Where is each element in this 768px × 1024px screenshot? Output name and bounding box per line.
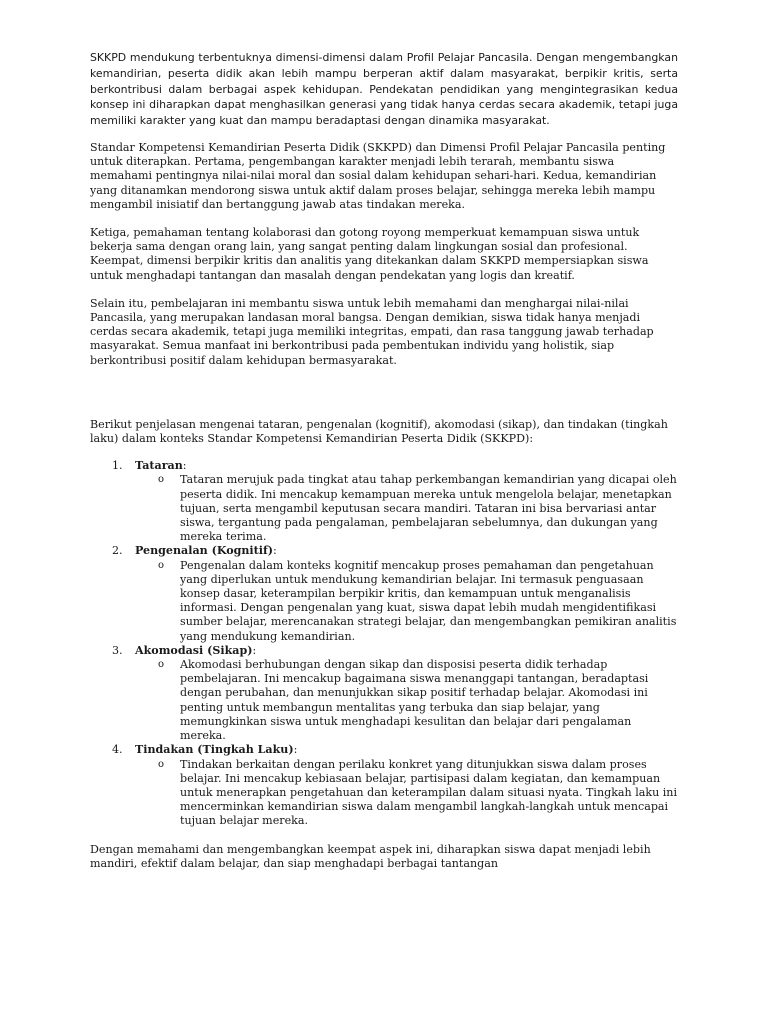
sub-list-item xyxy=(135,658,678,743)
item-title: Tataran xyxy=(135,459,183,473)
circle-bullet-icon: o xyxy=(158,474,165,486)
circle-bullet-icon: o xyxy=(158,659,165,671)
sub-list-item xyxy=(135,559,678,644)
list-number: 3. xyxy=(112,643,123,657)
paragraph-skkpd-profil: SKKPD mendukung terbentuknya dimensi-dimensi dalam Profil Pelajar Pancasila. Dengan mengembangkan kemandirian, peserta didik akan lebih mampu berperan aktif dalam masyarakat, berpikir kritis, serta berkontribusi dalam berbagai aspek kehidupan. Pendekatan pendidikan yang mengintegrasikan kedua konsep ini diharapkan dapat menghasilkan generasi yang tidak hanya cerdas secara akademik, tetapi juga memiliki karakter yang kuat dan mampu beradaptasi dengan dinamika masyarakat. xyxy=(90,51,678,128)
item-description: Tindakan berkaitan dengan perilaku konkret yang ditunjukkan siswa dalam proses belajar. Ini mencakup kebiasaan belajar, partisipasi dalam kegiatan, dan kemampuan untuk menerapkan pengetahuan dan keterampilan dalam situasi nyata. Tingkah laku ini mencerminkan kemandirian siswa dalam mengambil langkah-langkah untuk mencapai tujuan belajar mereka. xyxy=(180,757,678,828)
item-colon: : xyxy=(182,459,187,473)
item-colon: : xyxy=(252,643,257,657)
list-item xyxy=(90,459,678,544)
closing-paragraph: Dengan memahami dan mengembangkan keempat aspek ini, diharapkan siswa dapat menjadi lebih mandiri, efektif dalam belajar, dan siap menghadapi berbagai tantangan xyxy=(90,842,651,870)
item-description: Pengenalan dalam konteks kognitif mencakup proses pemahaman dan pengetahuan yang diperlukan untuk mendukung kemandirian belajar. Ini termasuk penguasaan konsep dasar, keterampilan berpikir kritis, dan kemampuan untuk menganalisis informasi. Dengan pengenalan yang kuat, siswa dapat lebih mudah mengidentifikasi sumber belajar, merencanakan strategi belajar, dan mengembangkan pemikiran analitis yang mendukung kemandirian. xyxy=(180,558,677,643)
sub-list xyxy=(135,473,678,544)
item-description: Tataran merujuk pada tingkat atau tahap perkembangan kemandirian yang dicapai oleh peserta didik. Ini mencakup kemampuan mereka untuk mengelola belajar, menetapkan tujuan, serta mengambil keputusan secara mandiri. Tataran ini bisa bervariasi antar siswa, tergantung pada pengalaman, pembelajaran sebelumnya, dan dukungan yang mereka terima. xyxy=(180,473,677,544)
spacer xyxy=(90,382,678,418)
sub-list-item xyxy=(135,758,678,829)
list-number: 4. xyxy=(112,743,123,757)
sub-list xyxy=(135,758,678,829)
list-item xyxy=(90,743,678,828)
sub-list xyxy=(135,559,678,644)
item-title: Akomodasi (Sikap) xyxy=(135,643,253,657)
list-number: 2. xyxy=(112,544,123,558)
paragraph-collaboration: Ketiga, pemahaman tentang kolaborasi dan gotong royong memperkuat kemampuan siswa untuk bekerja sama dengan orang lain, yang sangat penting dalam lingkungan sosial dan profesional. Keempat, dimensi berpikir kritis dan analitis yang ditekankan dalam SKKPD mempersiapkan siswa untuk menghadapi tantangan dan masalah dengan pendekatan yang logis dan kreatif. xyxy=(90,226,649,282)
item-title: Pengenalan (Kognitif) xyxy=(135,544,274,558)
item-colon: : xyxy=(273,544,277,558)
intro-paragraph: Berikut penjelasan mengenai tataran, pengenalan (kognitif), akomodasi (sikap), dan tindakan (tingkah laku) dalam konteks Standar Kompetensi Kemandirian Peserta Didik (SKKPD): xyxy=(90,417,668,446)
document-page xyxy=(90,50,678,885)
item-title: Tindakan (Tingkah Laku) xyxy=(135,743,294,757)
paragraph-pancasila-values: Selain itu, pembelajaran ini membantu siswa untuk lebih memahami dan menghargai nilai-nilai Pancasila, yang merupakan landasan moral bangsa. Dengan demikian, siswa tidak hanya menjadi cerdas secara akademik, tetapi juga memiliki integritas, empati, dan rasa tanggung jawab terhadap masyarakat. Semua manfaat ini berkontribusi pada pembentukan individu yang holistik, siap berkontribusi positif dalam kehidupan bermasyarakat. xyxy=(90,296,654,367)
item-description: Akomodasi berhubungan dengan sikap dan disposisi peserta didik terhadap pembelajaran. Ini mencakup bagaimana siswa menanggapi tantangan, beradaptasi dengan perubahan, dan menunjukkan sikap positif terhadap belajar. Akomodasi ini penting untuk membangun mentalitas yang terbuka dan siap belajar, yang memungkinkan siswa untuk menghadapi kesulitan dan belajar dari pengalaman mereka. xyxy=(180,658,649,743)
paragraph-importance: Standar Kompetensi Kemandirian Peserta Didik (SKKPD) dan Dimensi Profil Pelajar Pancasila penting untuk diterapkan. Pertama, pengembangan karakter menjadi lebih terarah, membantu siswa memahami pentingnya nilai-nilai moral dan sosial dalam kehidupan sehari-hari. Kedua, kemandirian yang ditanamkan mendorong siswa untuk aktif dalam proses belajar, sehingga mereka lebih mampu mengambil inisiatif dan bertanggung jawab atas tindakan mereka. xyxy=(90,140,666,211)
list-item xyxy=(90,644,678,743)
circle-bullet-icon: o xyxy=(158,559,165,571)
sub-list xyxy=(135,658,678,743)
list-item xyxy=(90,544,678,643)
sub-list-item xyxy=(135,473,678,544)
circle-bullet-icon: o xyxy=(158,758,165,770)
aspects-list xyxy=(90,459,678,828)
list-number: 1. xyxy=(112,459,123,473)
item-colon: : xyxy=(293,743,298,757)
